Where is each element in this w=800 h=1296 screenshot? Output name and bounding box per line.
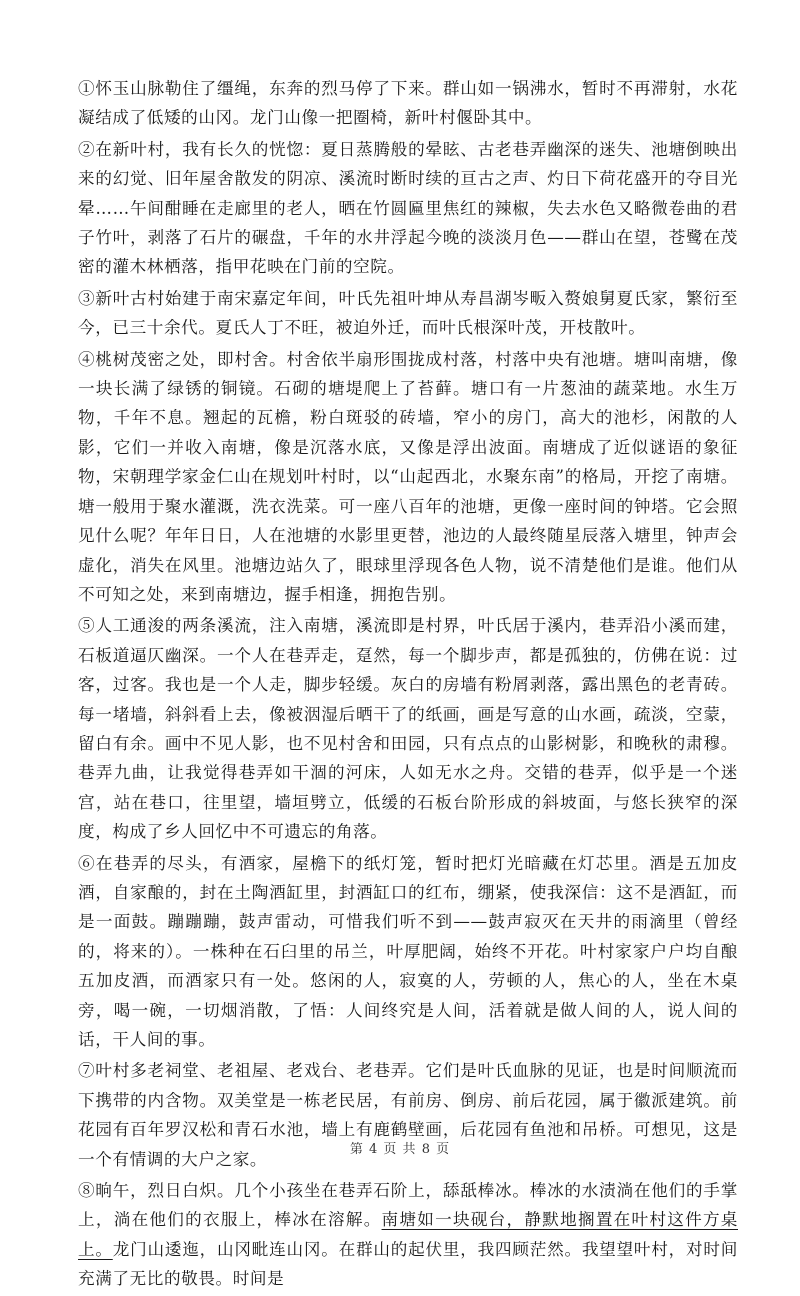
- paragraph-1: ①怀玉山脉勒住了缰绳，东奔的烈马停了下来。群山如一锅沸水，暂时不再滞射，水花凝结成了低矮的山冈。龙门山像一把圈椅，新叶村偃卧其中。: [78, 79, 738, 128]
- article-body: [78, 74, 738, 1296]
- paragraph-8-lead: ⑧晌午，烈日白炽。几个小孩坐在巷弄石阶上，舔舐棒冰。棒冰的水渍淌在他们的手掌上，淌在他们的衣服上，棒冰在溶解。: [78, 1181, 738, 1230]
- paragraph-8-tail: 龙门山逶迤，山冈毗连山冈。在群山的起伏里，我四顾茫然。我望望叶村，对时间充满了无比的敬畏。时间是: [78, 1239, 738, 1289]
- paragraph-5: ⑤人工通浚的两条溪流，注入南塘，溪流即是村界，叶氏居于溪内，巷弄沿小溪而建，石板道逼仄幽深。一个人在巷弄走，趸然，每一个脚步声，都是孤独的，仿佛在说：过客，过客。我也是一个人走，脚步轻缓。灰白的房墙有粉屑剥落，露出黑色的老青砖。每一堵墙，斜斜看上去，像被洇湿后晒干了的纸画，画是写意的山水画，疏淡，空蒙，留白有余。画中不见人影，也不见村舍和田园，只有点点的山影树影，和晚秋的肃穆。巷弄九曲，让我觉得巷弄如干涸的河床，人如无水之舟。交错的巷弄，似乎是一个迷宫，站在巷口，往里望，墙垣劈立，低缓的石板台阶形成的斜坡面，与悠长狭窄的深度，构成了乡人回忆中不可遗忘的角落。: [78, 616, 738, 842]
- underlined-sentence: 南塘如一块砚台，静默地搁置在叶村这件方桌上。: [78, 1210, 738, 1259]
- paragraph-8: [78, 1176, 738, 1294]
- paragraph-3: ③新叶古村始建于南宋嘉定年间，叶氏先祖叶坤从寿昌湖岑畈入赘娘舅夏氏家，繁衍至今，已三十余代。夏氏人丁不旺，被迫外迁，而叶氏根深叶茂，开枝散叶。: [78, 288, 738, 338]
- paragraph-2: ②在新叶村，我有长久的恍惚：夏日蒸腾般的晕眩、古老巷弄幽深的迷失、池塘倒映出来的幻觉、旧年屋舍散发的阴凉、溪流时断时续的亘古之声、灼日下荷花盛开的夺目光晕……午间酣睡在走廊里的老人，晒在竹圆匾里焦红的辣椒，失去水色又略微卷曲的君子竹叶，剥落了石片的碾盘，千年的水井浮起今晚的淡淡月色——群山在望，苍鹭在茂密的灌木林栖落，指甲花映在门前的空院。: [78, 139, 738, 277]
- paragraph-7: ⑦叶村多老祠堂、老祖屋、老戏台、老巷弄。它们是叶氏血脉的见证，也是时间顺流而下携带的内含物。双美堂是一栋老民居，有前房、倒房、前后花园，属于徽派建筑。前花园有百年罗汉松和青石水池，墙上有鹿鹤壁画，后花园有鱼池和吊桥。可想见，这是一个有情调的大户之家。: [78, 1061, 738, 1169]
- paragraph-6: ⑥在巷弄的尽头，有酒家，屋檐下的纸灯笼，暂时把灯光暗藏在灯芯里。酒是五加皮酒，自家酿的，封在土陶酒缸里，封酒缸口的红布，绷紧，使我深信：这不是酒缸，而是一面鼓。蹦蹦蹦，鼓声雷动，可惜我们听不到——鼓声寂灭在天井的雨滴里（曾经的，将来的）。一株种在石臼里的吊兰，叶厚肥阔，始终不开花。叶村家家户户均自酿五加皮酒，而酒家只有一处。悠闲的人，寂寞的人，劳顿的人，焦心的人，坐在木桌旁，喝一碗，一切烟消散，了悟：人间终究是人间，活着就是做人间的人，说人间的话，干人间的事。: [78, 853, 738, 1049]
- page-number-footer: 第 4 页 共 8 页: [349, 1142, 451, 1157]
- paragraph-4: ④桃树茂密之处，即村舍。村舍依半扇形围拢成村落，村落中央有池塘。塘叫南塘，像一块长满了绿锈的铜镜。石砌的塘堤爬上了苔藓。塘口有一片葱油的蔬菜地。水生万物，千年不息。翘起的瓦檐，粉白斑驳的砖墙，窄小的房门，高大的池杉，闲散的人影，它们一并收入南塘，像是沉落水底，又像是浮出波面。南塘成了近似谜语的象征物，宋朝理学家金仁山在规划叶村时，以“山起西北，水聚东南”的格局，开挖了南塘。塘一般用于聚水灌溉，洗衣洗菜。可一座八百年的池塘，更像一座时间的钟塔。它会照见什么呢？年年日日，人在池塘的水影里更替，池边的人最终随星辰落入塘里，钟声会虚化，消失在风里。池塘边站久了，眼球里浮现各色人物，说不清楚他们是谁。他们从不可知之处，来到南塘边，握手相逢，拥抱告别。: [78, 349, 738, 604]
